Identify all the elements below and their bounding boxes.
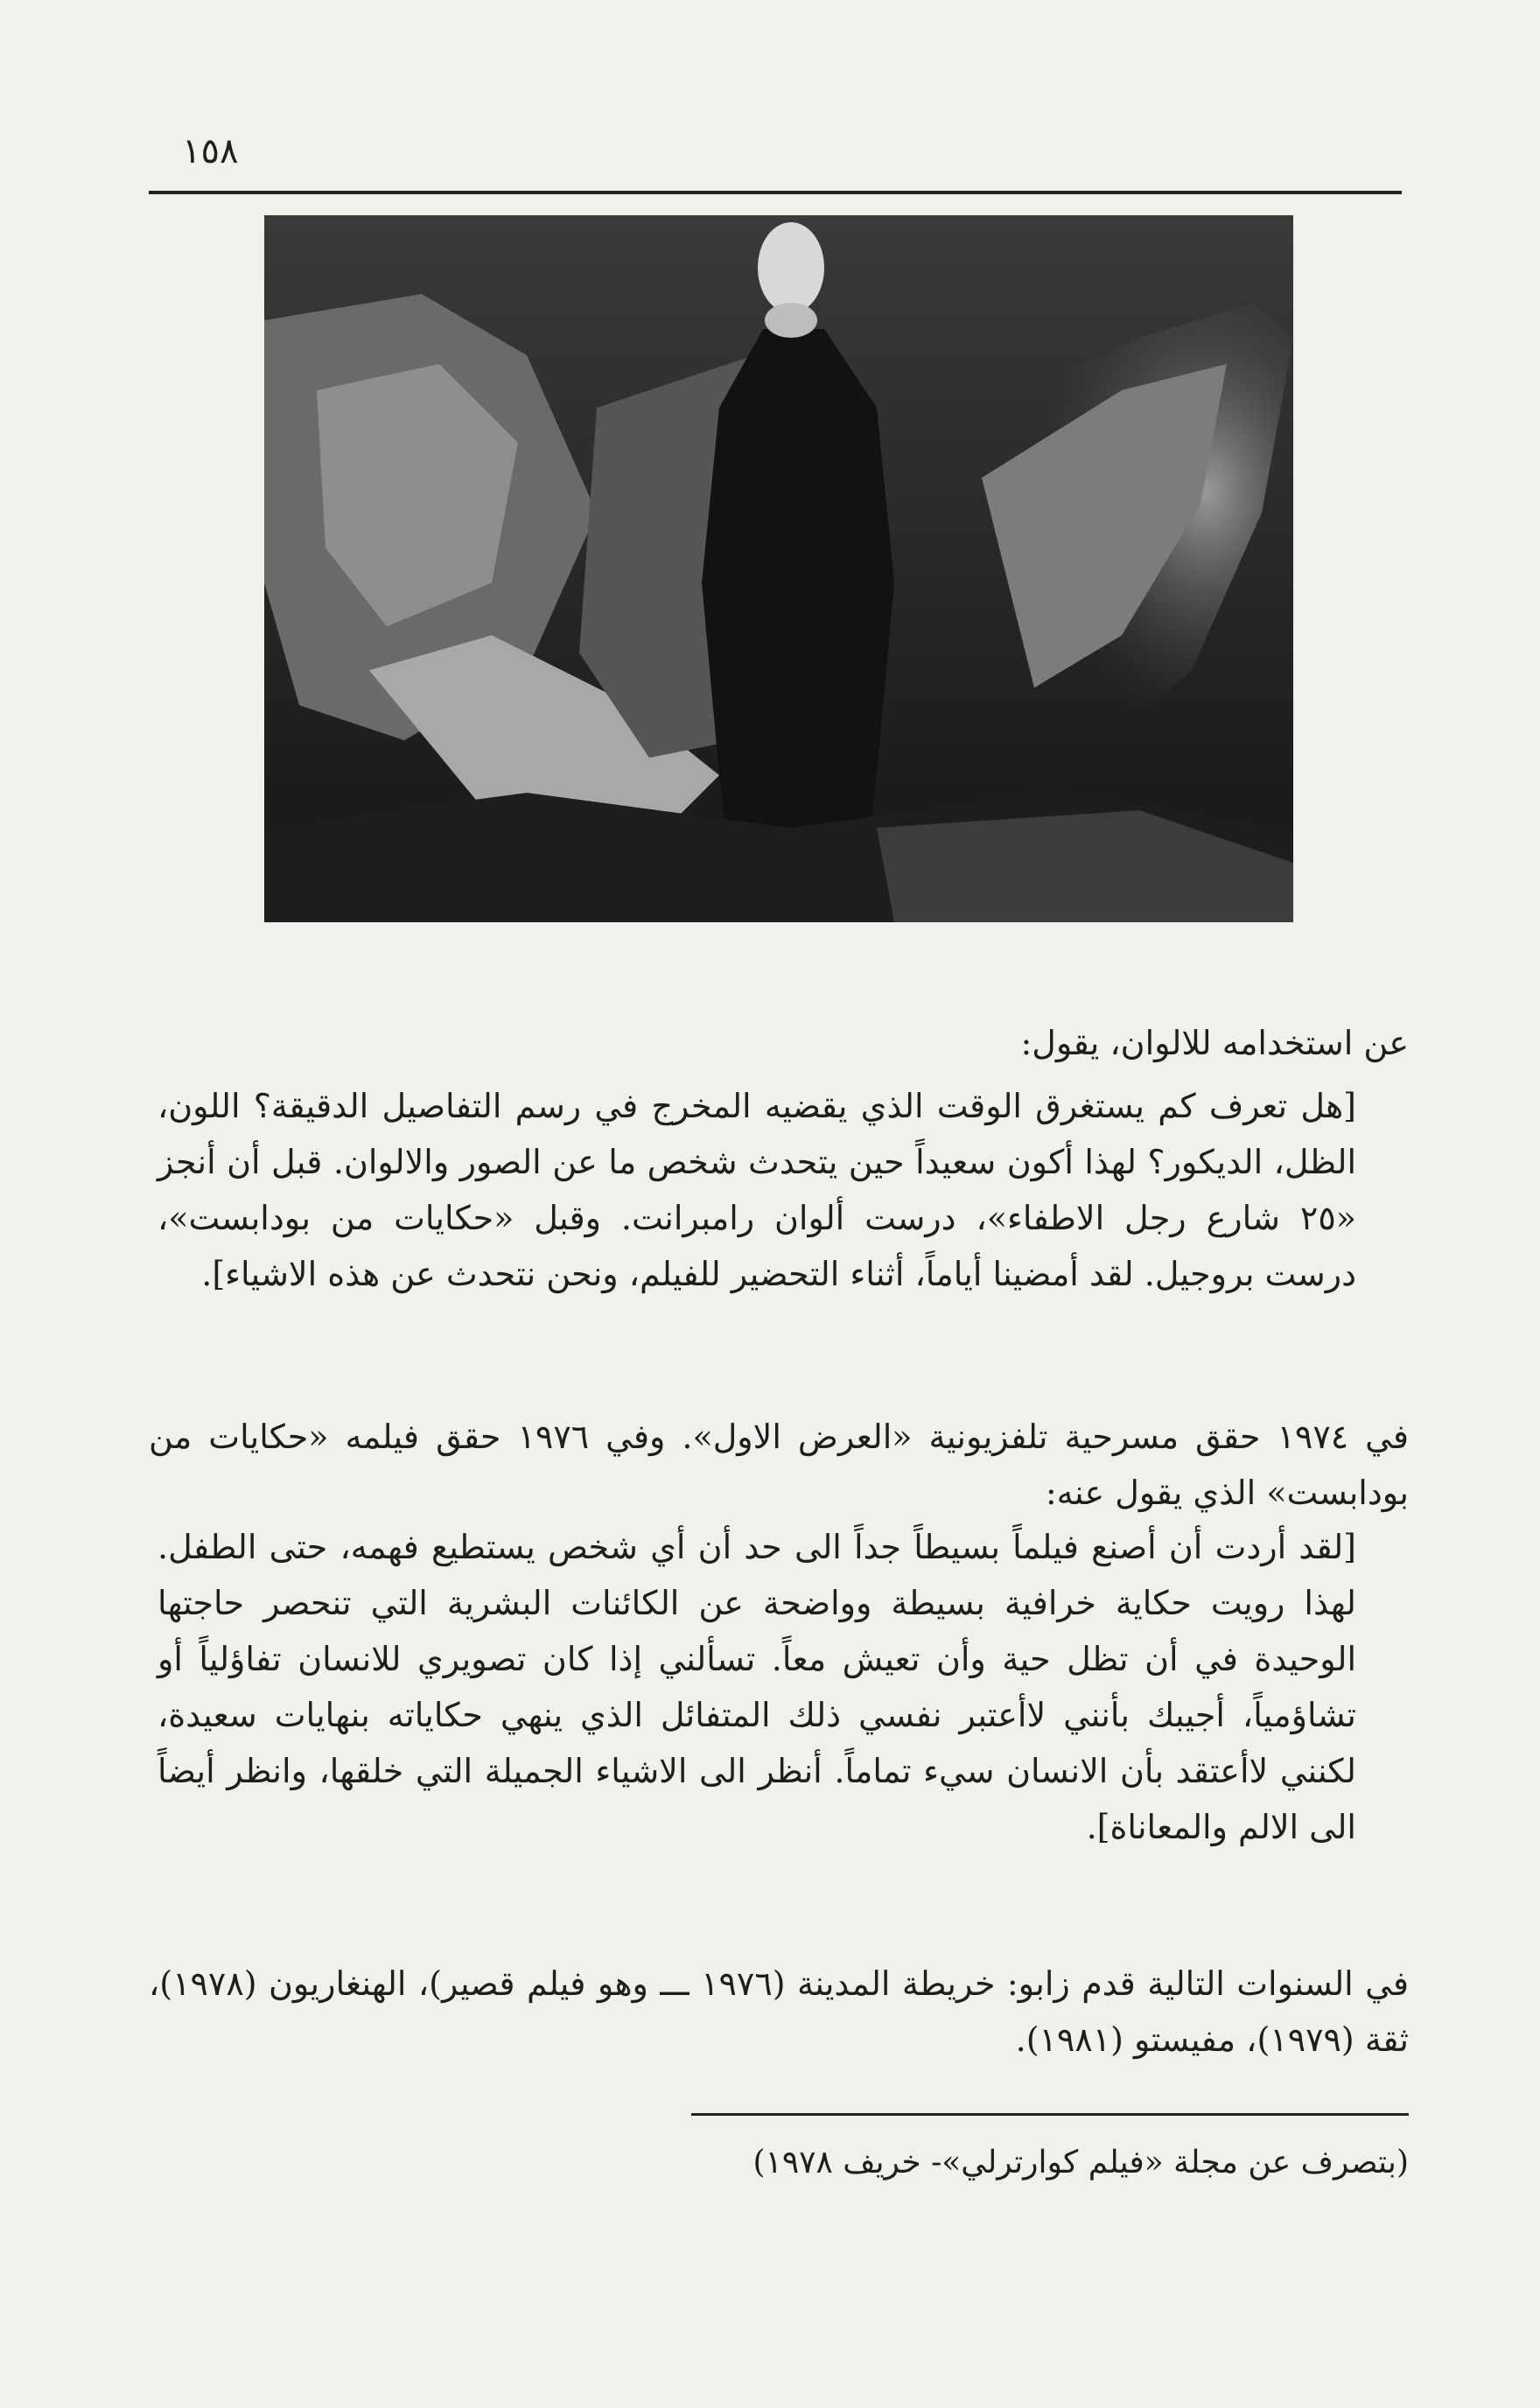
quote-colors: [هل تعرف كم يستغرق الوقت الذي يقضيه المخرج في رسم التفاصيل الدقيقة؟ اللون، الظل، الديكور؟ لهذا أكون سعيداً حين يتحدث شخص ما عن الصور والالوان. قبل أن أنجز «٢٥ شارع رجل الاطفاء»، درست ألوان رامبرانت. وقبل «حكايات من بودابست»، درست بروجيل. لقد أمضينا أياماً، أثناء التحضير للفيلم، ونحن نتحدث عن هذه الاشياء]. bbox=[158, 1087, 1356, 1293]
footnote-rule bbox=[691, 2113, 1409, 2116]
header-rule bbox=[149, 191, 1402, 194]
intro-line: عن استخدامه للالوان، يقول: bbox=[1020, 1024, 1409, 1062]
paragraph-1974: في ١٩٧٤ حقق مسرحية تلفزيونية «العرض الاول». وفي ١٩٧٦ حقق فيلمه «حكايات من بودابست» الذي يقول عنه: bbox=[149, 1418, 1409, 1512]
film-still-image bbox=[264, 215, 1293, 922]
source-footnote: (بتصرف عن مجلة «فيلم كوارترلي»- خريف ١٩٧٨) bbox=[752, 2145, 1409, 2180]
quote-budapest-tales: [لقد أردت أن أصنع فيلماً بسيطاً جداً الى حد أن أي شخص يستطيع فهمه، حتى الطفل. لهذا رويت حكاية خرافية بسيطة وواضحة عن الكائنات البشرية التي تنحصر حاجتها الوحيدة في أن تظل حية وأن تعيش معاً. تسألني إذا كان تصويري للانسان تفاؤلياً أو تشاؤمياً، أجيبك بأنني لاأعتبر نفسي ذلك المتفائل الذي ينهي حكاياته بنهايات سعيدة، لكنني لاأعتقد بأن الانسان سيء تماماً. أنظر الى الاشياء الجميلة التي خلقها، وانظر أيضاً الى الالم والمعاناة]. bbox=[158, 1528, 1356, 1846]
paragraph-later-films: في السنوات التالية قدم زابو: خريطة المدينة (١٩٧٦ ـــ وهو فيلم قصير)، الهنغاريون (١٩٧٨)، ثقة (١٩٧٩)، مفيستو (١٩٨١). bbox=[149, 1964, 1409, 2059]
page-number: ١٥٨ bbox=[182, 131, 239, 172]
film-still-photo bbox=[264, 215, 1293, 922]
